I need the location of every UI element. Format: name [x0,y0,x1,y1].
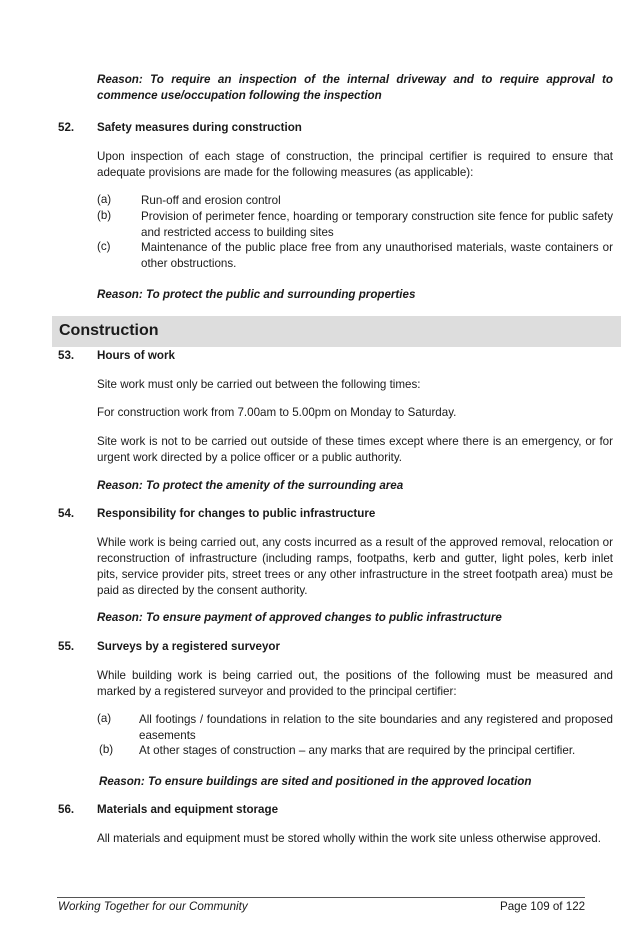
condition-number-55: 55. [58,640,75,653]
list-item-letter: (b) [99,743,114,756]
condition-heading-54: Responsibility for changes to public infrastructure [97,507,376,520]
list-item-letter: (b) [97,209,112,222]
condition-52-reason: Reason: To protect the public and surrounding properties [97,288,416,301]
list-item-text: Run-off and erosion control [141,194,281,207]
list-item-letter: (a) [97,712,112,725]
list-item-text: All footings / foundations in relation to the site boundaries and any registered and proposed easements [139,713,613,742]
list-item-letter: (c) [97,240,111,253]
condition-number-56: 56. [58,803,75,816]
condition-54-paragraph: While work is being carried out, any costs incurred as a result of the approved removal, relocation or reconstruction of infrastructure (including ramps, footpaths, kerb and gutter, light poles, kerb inlet pits, service provider pits, street trees or any other infrastructure in the street footpath area) must be paid as directed by the consent authority. [97,536,613,597]
section-title: Construction [59,322,159,339]
footer-divider [57,897,585,898]
list-item-text: Provision of perimeter fence, hoarding or temporary construction site fence for public safety and restricted access to building sites [141,210,613,239]
condition-53-reason: Reason: To protect the amenity of the surrounding area [97,479,404,492]
list-item-text: At other stages of construction – any marks that are required by the principal certifier. [139,744,576,757]
list-item-text: Maintenance of the public place free from any unauthorised materials, waste containers or other obstructions. [141,241,613,270]
condition-heading-55: Surveys by a registered surveyor [97,640,281,653]
condition-heading-56: Materials and equipment storage [97,803,279,816]
condition-number-54: 54. [58,507,75,520]
condition-56-paragraph: All materials and equipment must be stored wholly within the work site unless otherwise approved. [97,832,601,845]
condition-53-paragraph: Site work must only be carried out between the following times: [97,378,421,391]
condition-53-paragraph: Site work is not to be carried out outside of these times except where there is an emergency, or for urgent work directed by a police officer or a public authority. [97,435,613,464]
condition-heading-53: Hours of work [97,349,175,362]
reason-driveway-inspection: Reason: To require an inspection of the internal driveway and to require approval to commence use/occupation following the inspection [97,73,613,102]
page-number: Page 109 of 122 [500,900,586,913]
footer-tagline: Working Together for our Community [58,900,248,913]
condition-heading-52: Safety measures during construction [97,121,302,134]
condition-number-52: 52. [58,121,75,134]
condition-54-reason: Reason: To ensure payment of approved changes to public infrastructure [97,611,502,624]
condition-55-reason: Reason: To ensure buildings are sited and positioned in the approved location [99,775,532,788]
condition-52-intro: Upon inspection of each stage of construction, the principal certifier is required to ensure that adequate provisions are made for the following measures (as applicable): [97,150,613,179]
condition-number-53: 53. [58,349,75,362]
list-item-letter: (a) [97,193,112,206]
condition-55-paragraph: While building work is being carried out, the positions of the following must be measured and marked by a registered surveyor and provided to the principal certifier: [97,669,613,698]
condition-53-paragraph: For construction work from 7.00am to 5.00pm on Monday to Saturday. [97,406,457,419]
